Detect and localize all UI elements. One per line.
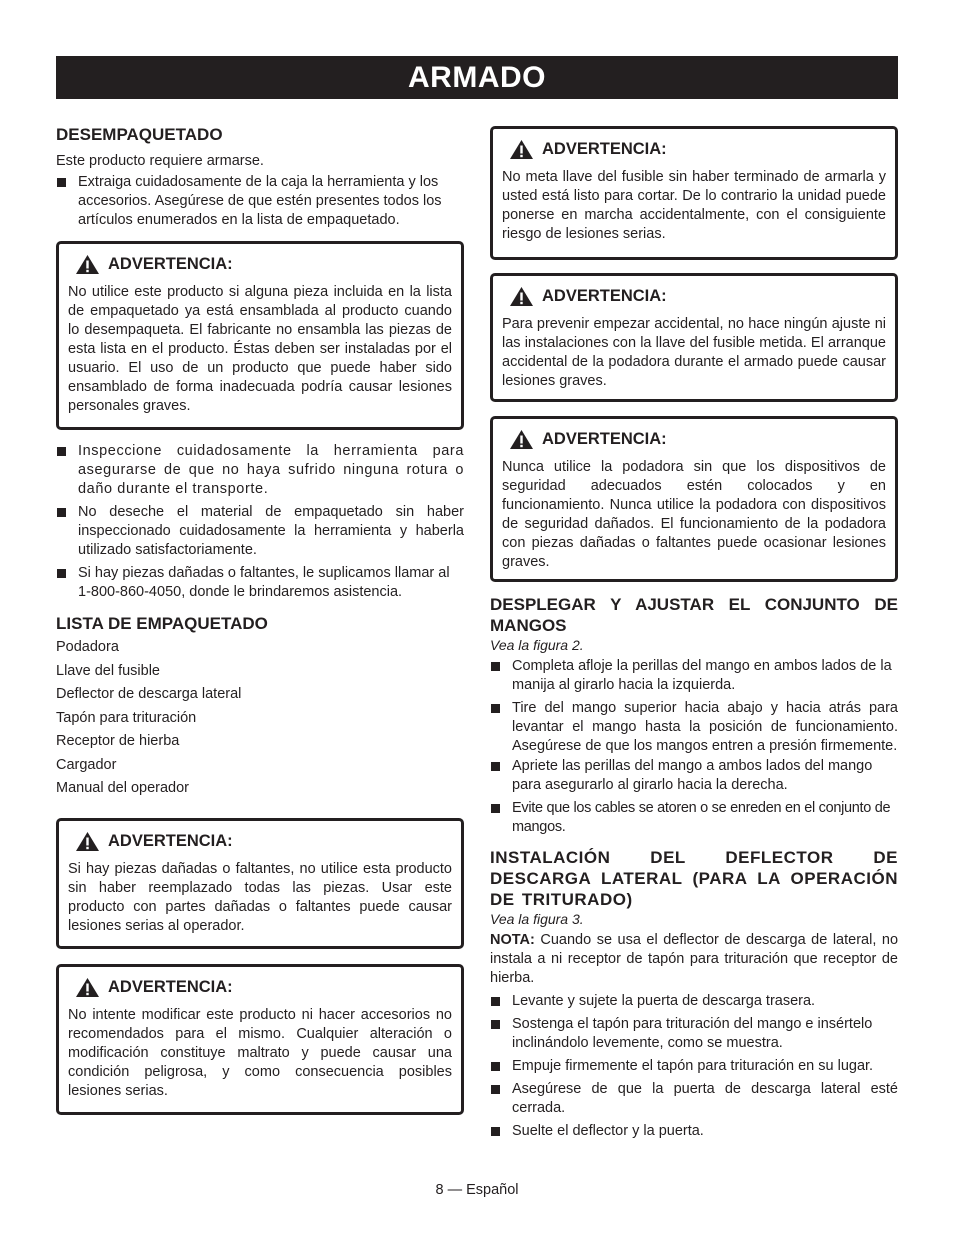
warning-title: ADVERTENCIA: [108, 832, 233, 850]
warning-text: Nunca utilice la podadora sin que los dispositivos de seguridad adecuados estén colocados y en funcionamiento. Nunca utilice la podadora con dispositivos de seguridad dañados. El funcionamiento de la podadora con piezas dañadas o faltantes puede ocasionar lesiones graves. [502, 459, 886, 570]
warning-box [56, 241, 464, 430]
note-label: NOTA: [490, 932, 535, 948]
figure-reference: Vea la figura 2. [490, 637, 584, 653]
deflector-heading: INSTALACIÓN DEL DEFLECTOR DE DESCARGA LATERAL (PARA LA OPERACIÓN DE TRITURADO) [490, 848, 898, 909]
list-item: No deseche el material de empaquetado sin haber inspeccionado cuidadosamente la herramienta y haberla utilizado satisfactoriamente. [56, 503, 464, 560]
warning-icon [75, 254, 100, 275]
warning-box [56, 964, 464, 1115]
warning-text: No intente modificar este producto ni hacer accesorios no recomendados para el mismo. Cualquier alteración o modificación constituye maltrato y puede causar una condición peligrosa, y como consecuencia posibles lesiones serias. [68, 1007, 452, 1099]
packing-list-heading: LISTA DE EMPAQUETADO [56, 614, 268, 633]
note [490, 931, 898, 988]
list-item: Inspeccione cuidadosamente la herramienta para asegurarse de que no haya sufrido ninguna rotura o daño durante el transporte. [56, 442, 464, 499]
warning-icon [509, 139, 534, 160]
figure-reference: Vea la figura 3. [490, 911, 584, 927]
warning-icon [509, 286, 534, 307]
warning-text: No utilice este producto si alguna pieza incluida en la lista de empaquetado ya está ensamblada al producto cuando lo desempaqueta. El fabricante no ensambla las piezas de esta lista en el producto. Éstas deben ser instaladas por el usuario. El uso de un producto que puede haber sido ensamblado de forma inadecuada podría causar lesiones personales graves. [68, 284, 452, 414]
list-item: Apriete las perillas del mango a ambos lados del mango para asegurarlo al girarlo hacia la derecha. [490, 757, 898, 795]
packing-item: Receptor de hierba [56, 733, 180, 749]
list-item: Suelte el deflector y la puerta. [490, 1122, 898, 1141]
warning-title: ADVERTENCIA: [542, 287, 667, 305]
warning-icon [75, 977, 100, 998]
list-item: Levante y sujete la puerta de descarga trasera. [490, 992, 898, 1011]
left-column [56, 122, 464, 1115]
list-item: Tire del mango superior hacia abajo y hacia atrás para levantar el mango hasta la posición de funcionamiento. Asegúrese de que los mangos entren a presión firmemente. [490, 699, 898, 756]
warning-box [490, 416, 898, 582]
warning-text: Si hay piezas dañadas o faltantes, no utilice esta producto sin haber reemplazado todas las piezas. Usar este producto con partes dañadas o faltantes puede causar lesiones serias al operador. [68, 861, 452, 934]
packing-item: Llave del fusible [56, 662, 160, 679]
list-item: Asegúrese de que la puerta de descarga lateral esté cerrada. [490, 1080, 898, 1118]
page-title: ARMADO [56, 56, 898, 99]
warning-box [490, 273, 898, 402]
right-column [490, 126, 898, 1141]
note-text: Cuando se usa el deflector de descarga de lateral, no instala a ni receptor de tapón para trituración que receptor de hierba. [490, 932, 899, 986]
list-item: Completa afloje la perillas del mango en ambos lados de la manija al girarlo hacia la izquierda. [490, 657, 898, 695]
warning-text: Para prevenir empezar accidental, no hace ningún ajuste ni las instalaciones con la llave del fusible metida. El arranque accidental de la podadora durante el armado puede causar lesiones graves. [502, 316, 886, 389]
warning-title: ADVERTENCIA: [108, 978, 233, 996]
list-item: Sostenga el tapón para trituración del mango e insértelo inclinándolo levemente, como se muestra. [490, 1015, 898, 1053]
warning-box [56, 818, 464, 949]
warning-title: ADVERTENCIA: [542, 430, 667, 448]
unpack-heading: DESEMPAQUETADO [56, 125, 223, 144]
handle-heading: DESPLEGAR Y AJUSTAR EL CONJUNTO DE MANGOS [490, 595, 898, 635]
warning-text: No meta llave del fusible sin haber terminado de armarla y usted está listo para cortar. De lo contrario la unidad puede ponerse en marcha accidentalmente, con el consiguiente riesgo de lesiones serias. [502, 169, 886, 242]
warning-title: ADVERTENCIA: [542, 140, 667, 158]
packing-item: Deflector de descarga lateral [56, 686, 242, 702]
warning-icon [75, 831, 100, 852]
packing-item: Manual del operador [56, 780, 190, 796]
packing-item: Cargador [56, 756, 117, 773]
packing-list [56, 638, 464, 798]
unpack-bullet: Extraiga cuidadosamente de la caja la herramienta y los accesorios. Asegúrese de que estén presentes todos los artículos enumerados en la lista de empaquetado. [56, 173, 464, 230]
unpack-intro: Este producto requiere armarse. [56, 153, 264, 169]
list-item: Empuje firmemente el tapón para trituración en su lugar. [490, 1057, 898, 1076]
list-item: Si hay piezas dañadas o faltantes, le suplicamos llamar al 1-800-860-4050, donde le brindaremos asistencia. [56, 564, 464, 602]
page-footer: 8 — Español [435, 1182, 519, 1198]
packing-item: Tapón para trituración [56, 709, 197, 726]
warning-icon [509, 429, 534, 450]
list-item: Evite que los cables se atoren o se enreden en el conjunto de mangos. [490, 799, 898, 837]
packing-item: Podadora [56, 639, 119, 655]
warning-box [490, 126, 898, 260]
warning-title: ADVERTENCIA: [108, 255, 233, 273]
